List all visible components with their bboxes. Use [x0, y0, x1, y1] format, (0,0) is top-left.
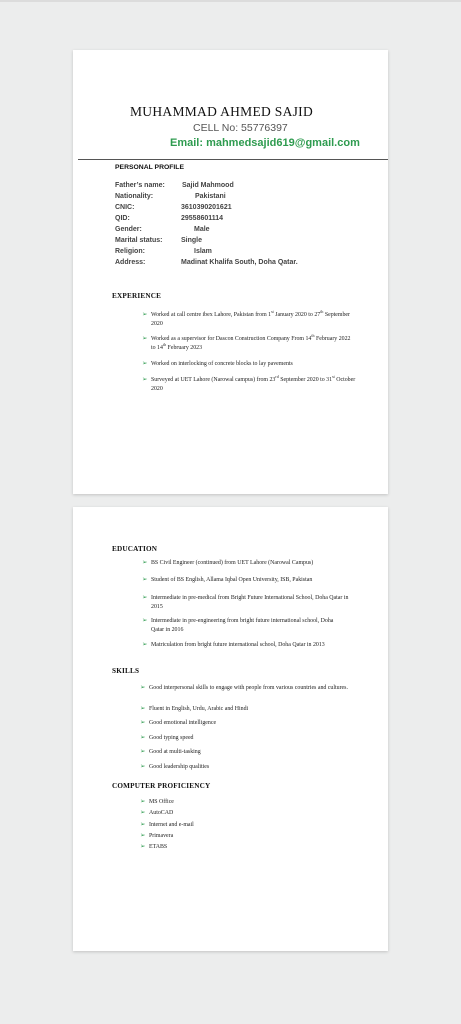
education-item-5: Matriculation from bright future international school, Doha Qatar in 2013	[151, 642, 325, 648]
profile-label-cnic: CNIC:	[115, 204, 135, 211]
computer-item-2: AutoCAD	[149, 810, 174, 816]
education-item-4: Intermediate in pre-engineering from bright future international school, Doha Qatar in 2016	[151, 618, 334, 633]
profile-value-nationality: Pakistani	[195, 193, 226, 200]
profile-label-marital: Marital status:	[115, 237, 163, 244]
experience-item-4: Surveyed at UET Lahore (Narowal campus) from 23rd September 2020 to 31st October 2020	[151, 374, 356, 392]
arrow-bullet-icon: ➢	[140, 684, 146, 691]
arrow-bullet-icon: ➢	[142, 594, 148, 601]
profile-label-religion: Religion:	[115, 248, 145, 255]
arrow-bullet-icon: ➢	[142, 311, 148, 318]
skills-heading: SKILLS	[112, 667, 140, 675]
experience-heading: EXPERIENCE	[112, 292, 162, 300]
education-item-3: Intermediate in pre-medical from Bright Future International School, Doha Qatar in 2015	[151, 595, 349, 610]
arrow-bullet-icon: ➢	[140, 809, 146, 816]
header-rule	[78, 159, 388, 160]
computer-proficiency-heading: COMPUTER PROFICIENCY	[112, 782, 211, 790]
arrow-bullet-icon: ➢	[142, 335, 148, 342]
arrow-bullet-icon: ➢	[142, 559, 148, 566]
arrow-bullet-icon: ➢	[142, 641, 148, 648]
profile-value-qid: 29558601114	[181, 215, 224, 222]
email-address: Email: mahmedsajid619@gmail.com	[170, 137, 360, 149]
education-item-1: BS Civil Engineer (continued) from UET Lahore (Narowal Campus)	[151, 560, 314, 566]
skill-item-6: Good leadership qualities	[149, 764, 210, 770]
computer-item-5: ETABS	[149, 844, 168, 850]
arrow-bullet-icon: ➢	[140, 705, 146, 712]
profile-value-cnic: 3610390201621	[181, 204, 232, 211]
experience-item-1: Worked at call centre ibex Lahore, Pakistan from 1st January 2020 to 27th September 2020	[151, 309, 351, 327]
arrow-bullet-icon: ➢	[142, 376, 148, 383]
arrow-bullet-icon: ➢	[142, 576, 148, 583]
resume-page-2	[73, 507, 388, 951]
arrow-bullet-icon: ➢	[140, 832, 146, 839]
profile-value-gender: Male	[194, 226, 210, 233]
arrow-bullet-icon: ➢	[140, 843, 146, 850]
skill-item-1: Good interpersonal skills to engage with people from various countries and cultures.	[149, 685, 348, 691]
profile-value-father: Sajid Mahmood	[182, 182, 234, 189]
profile-label-nationality: Nationality:	[115, 193, 154, 200]
skill-item-5: Good at multi-tasking	[149, 749, 201, 755]
arrow-bullet-icon: ➢	[140, 734, 146, 741]
computer-item-3: Internet and e-mail	[149, 822, 194, 828]
profile-label-gender: Gender:	[115, 226, 142, 233]
arrow-bullet-icon: ➢	[140, 748, 146, 755]
arrow-bullet-icon: ➢	[140, 763, 146, 770]
profile-label-address: Address:	[115, 259, 146, 266]
computer-item-1: MS Office	[149, 799, 174, 805]
personal-profile-heading: PERSONAL PROFILE	[115, 164, 184, 171]
arrow-bullet-icon: ➢	[142, 360, 148, 367]
candidate-name: MUHAMMAD AHMED SAJID	[130, 104, 314, 119]
skill-item-2: Fluent in English, Urdu, Arabic and Hindi	[149, 706, 249, 712]
profile-label-qid: QID:	[115, 215, 130, 222]
experience-item-2: Worked as a supervisor for Dascon Construction Company From 14th February 2022 to 14th February 2023	[151, 333, 351, 351]
cell-number: CELL No: 55776397	[193, 122, 288, 134]
arrow-bullet-icon: ➢	[140, 798, 146, 805]
resume-page-1	[73, 50, 388, 494]
profile-value-marital: Single	[181, 237, 203, 244]
arrow-bullet-icon: ➢	[140, 719, 146, 726]
profile-value-address: Madinat Khalifa South, Doha Qatar.	[181, 259, 298, 266]
arrow-bullet-icon: ➢	[140, 821, 146, 828]
education-item-2: Student of BS English, Allama Iqbal Open University, ISB, Pakistan	[151, 577, 313, 583]
profile-label-father: Father’s name:	[115, 182, 165, 189]
skill-item-3: Good emotional intelligence	[149, 720, 217, 726]
skill-item-4: Good typing speed	[149, 735, 194, 741]
experience-item-3: Worked on interlocking of concrete blocks to lay pavements	[151, 361, 293, 367]
profile-value-religion: Islam	[194, 248, 212, 255]
arrow-bullet-icon: ➢	[142, 617, 148, 624]
education-heading: EDUCATION	[112, 545, 158, 553]
computer-item-4: Primavera	[149, 833, 174, 839]
top-divider	[0, 0, 461, 2]
